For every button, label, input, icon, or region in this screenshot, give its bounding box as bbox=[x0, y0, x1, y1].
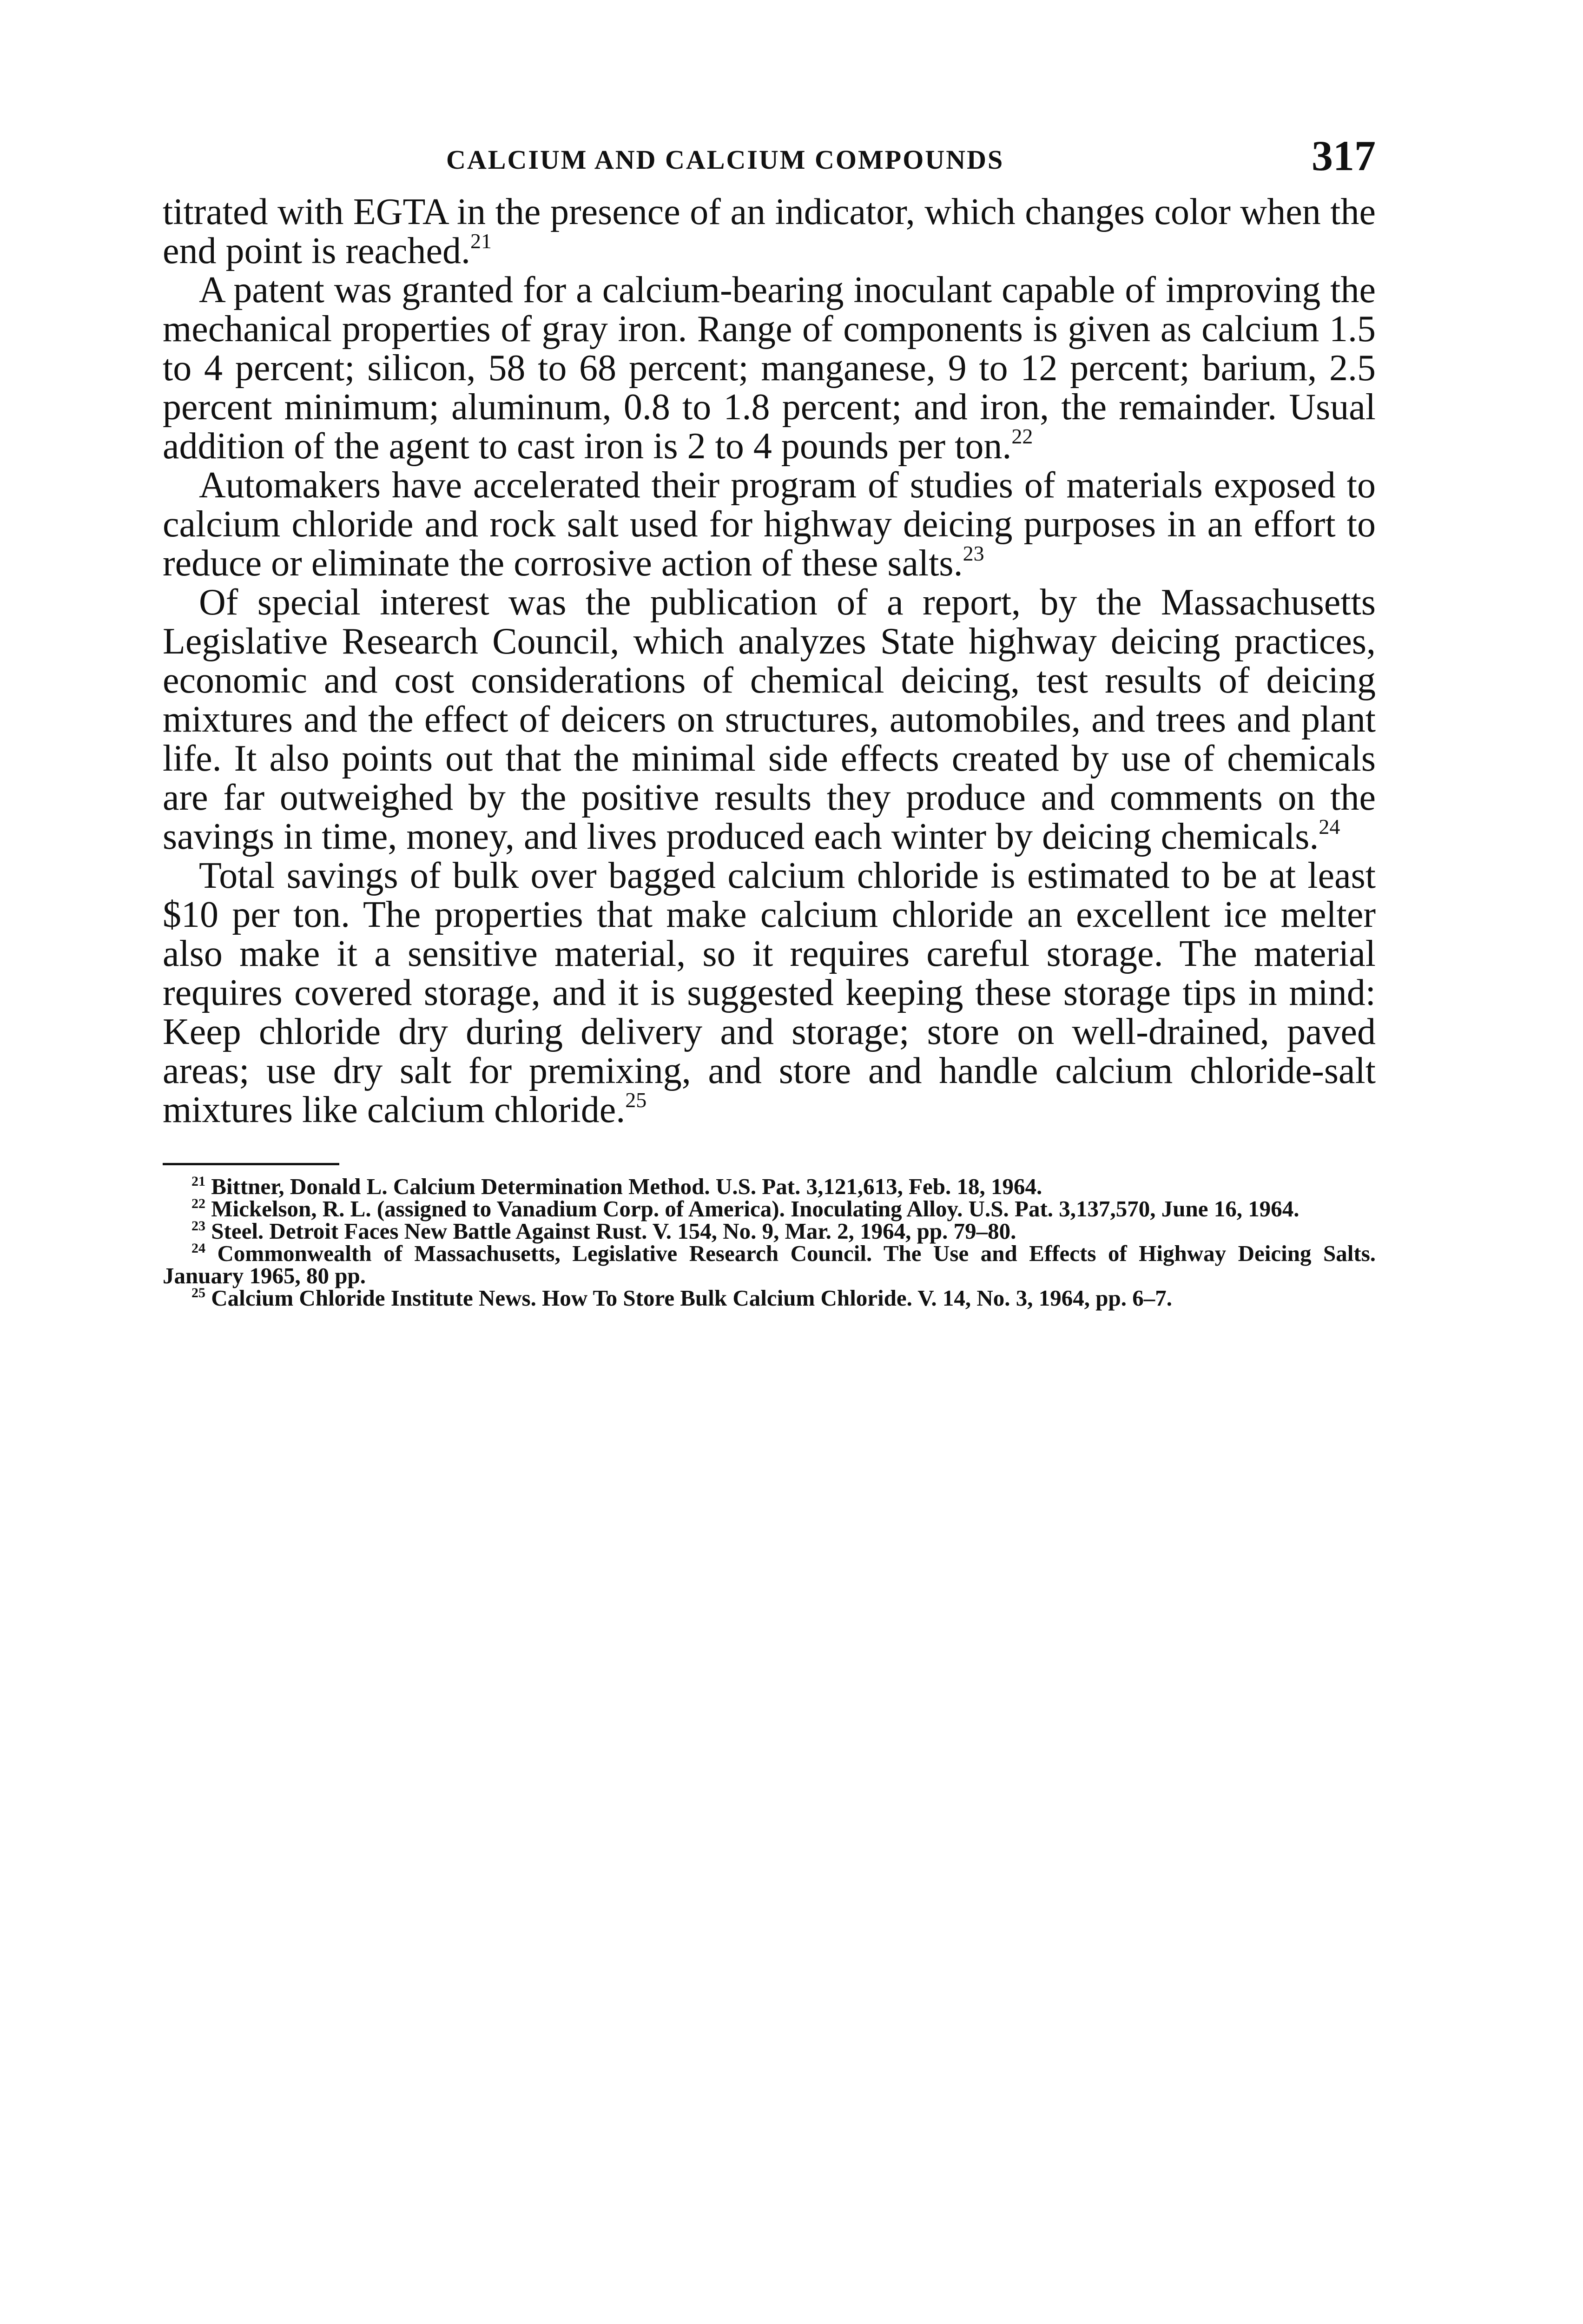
footnote bbox=[163, 1242, 1376, 1287]
footnote bbox=[163, 1175, 1376, 1198]
footnote-mark: 25 bbox=[191, 1285, 205, 1301]
paragraph bbox=[163, 271, 1376, 466]
footnote-text: Bittner, Donald L. Calcium Determination Method. U.S. Pat. 3,121,613, Feb. 18, 1964. bbox=[211, 1174, 1042, 1199]
running-header bbox=[163, 132, 1376, 186]
paragraph-text: titrated with EGTA in the presence of an indicator, which changes color when the end point is reached. bbox=[163, 191, 1376, 271]
footnote-divider bbox=[163, 1163, 339, 1165]
footnote-reference: 24 bbox=[1319, 815, 1340, 838]
chapter-title: CALCIUM AND CALCIUM COMPOUNDS bbox=[446, 145, 1004, 175]
paragraph bbox=[163, 856, 1376, 1129]
paragraph bbox=[163, 466, 1376, 583]
paragraph-text: Of special interest was the publication of a report, by the Massachusetts Legislative Research Council, which analyzes State highway deicing practices, economic and cost considerations of chemical deicing, test results of deicing mixtures and the effect of deicers on structures, automobiles, and trees and plant life. It also points out that the minimal side effects created by use of chemicals are far outweighed by the positive results they produce and comments on the savings in time, money, and lives produced each winter by deicing chemicals. bbox=[163, 582, 1376, 857]
footnote bbox=[163, 1198, 1376, 1220]
footnote-text: Mickelson, R. L. (assigned to Vanadium Corp. of America). Inoculating Alloy. U.S. Pat. 3,137,570, June 16, 1964. bbox=[211, 1196, 1299, 1221]
footnote-reference: 22 bbox=[1011, 424, 1033, 448]
footnote bbox=[163, 1287, 1376, 1309]
footnote-mark: 23 bbox=[191, 1218, 205, 1234]
footnote-mark: 22 bbox=[191, 1196, 205, 1211]
footnote-text: Commonwealth of Massachusetts, Legislative Research Council. The Use and Effects of Highway Deicing Salts. January 1965, 80 pp. bbox=[163, 1241, 1376, 1288]
footnote bbox=[163, 1220, 1376, 1242]
paragraph bbox=[163, 583, 1376, 856]
footnote-reference: 21 bbox=[470, 229, 492, 253]
footnote-reference: 23 bbox=[963, 541, 984, 565]
page-number: 317 bbox=[1312, 132, 1376, 179]
footnote-text: Steel. Detroit Faces New Battle Against Rust. V. 154, No. 9, Mar. 2, 1964, pp. 79–80. bbox=[211, 1218, 1016, 1244]
paragraph-text: Automakers have accelerated their program of studies of materials exposed to calcium chloride and rock salt used for highway deicing purposes in an effort to reduce or eliminate the corrosive action of these salts. bbox=[163, 465, 1376, 584]
document-page bbox=[163, 132, 1376, 1311]
paragraph bbox=[163, 192, 1376, 271]
paragraph-text: Total savings of bulk over bagged calcium chloride is estimated to be at least $10 per ton. The properties that make calcium chloride an excellent ice melter also make it a sensitive material, so it requires careful storage. The material requires covered storage, and it is suggested keeping these storage tips in mind: Keep chloride dry during delivery and storage; store on well-drained, paved areas; use dry salt for premixing, and store and handle calcium chloride-salt mixtures like calcium chloride. bbox=[163, 855, 1376, 1130]
paragraph-text: A patent was granted for a calcium-bearing inoculant capable of improving the mechanical properties of gray iron. Range of components is given as calcium 1.5 to 4 percent; silicon, 58 to 68 percent; manganese, 9 to 12 percent; barium, 2.5 percent minimum; aluminum, 0.8 to 1.8 percent; and iron, the remainder. Usual addition of the agent to cast iron is 2 to 4 pounds per ton. bbox=[163, 270, 1376, 467]
footnote-text: Calcium Chloride Institute News. How To Store Bulk Calcium Chloride. V. 14, No. 3, 1964, pp. 6–7. bbox=[211, 1285, 1172, 1311]
footnote-mark: 24 bbox=[191, 1241, 205, 1256]
footnotes bbox=[163, 1175, 1376, 1309]
body-text bbox=[163, 192, 1376, 1129]
footnote-mark: 21 bbox=[191, 1174, 205, 1189]
footnote-reference: 25 bbox=[625, 1088, 647, 1112]
